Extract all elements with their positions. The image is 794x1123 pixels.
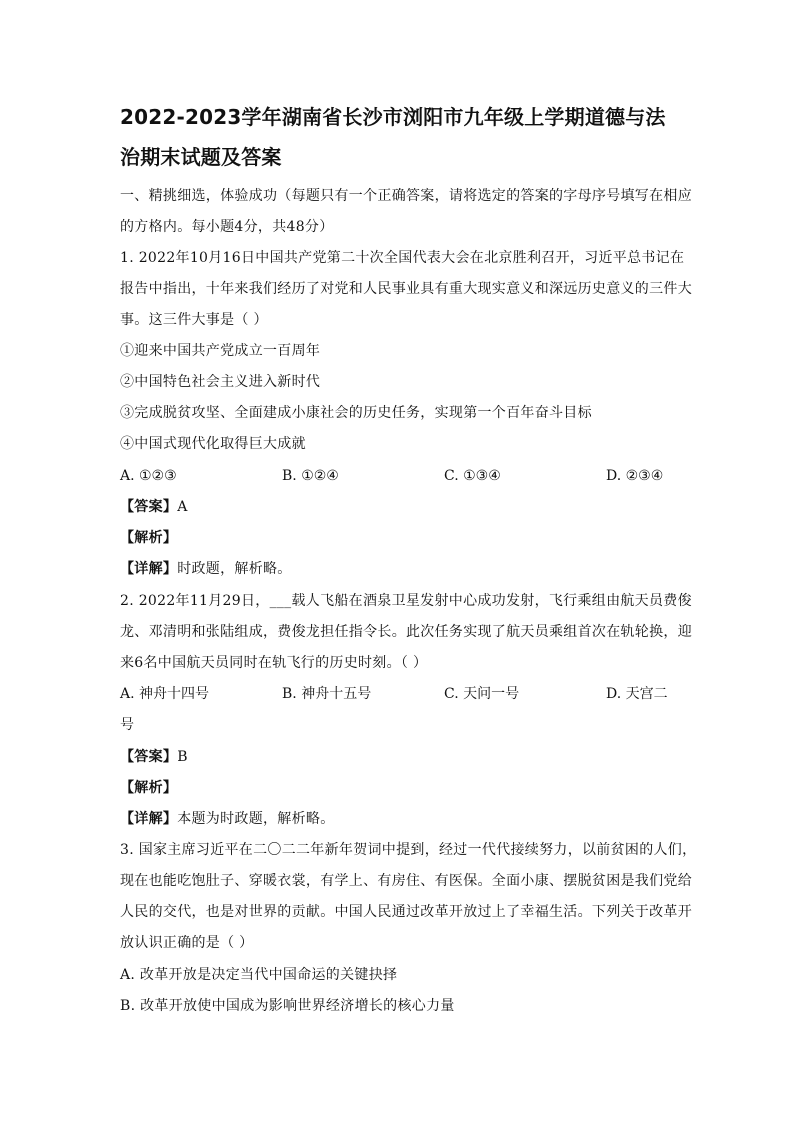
q3-option-b: B. 改革开放使中国成为影响世界经济增长的核心力量 (120, 998, 455, 1014)
section-heading-line-1: 一、精挑细选，体验成功（每题只有一个正确答案，请将选定的答案的字母序号填写在相应 (120, 188, 692, 204)
q3-stem-line-2: 现在也能吃饱肚子、穿暖衣裳，有学上、有房住、有医保。全面小康、摆脱贫困是我们党给 (120, 873, 692, 889)
q1-stem-line-3: 事。这三件大事是（ ） (120, 312, 268, 328)
q2-option-a: A. 神舟十四号 (120, 686, 210, 702)
q1-answer-label: 【答案】 (120, 499, 178, 515)
q1-option-a: A. ①②③ (120, 468, 177, 484)
q1-option-c: C. ①③④ (444, 468, 501, 484)
q1-item-2: ②中国特色社会主义进入新时代 (120, 374, 321, 390)
q3-stem-line-1: 3. 国家主席习近平在二〇二二年新年贺词中提到，经过一代代接续努力，以前贫困的人们， (120, 842, 697, 858)
q1-item-3: ③完成脱贫攻坚、全面建成小康社会的历史任务，实现第一个百年奋斗目标 (120, 405, 592, 421)
q1-answer-value: A (177, 499, 188, 515)
document-title-line-2: 治期末试题及答案 (120, 145, 282, 169)
document-title-line-1: 2022-2023学年湖南省长沙市浏阳市九年级上学期道德与法 (120, 105, 666, 129)
q2-option-b: B. 神舟十五号 (282, 686, 372, 702)
q1-answer (120, 497, 188, 517)
q2-answer-label: 【答案】 (120, 749, 178, 765)
q1-item-4: ④中国式现代化取得巨大成就 (120, 436, 306, 452)
q1-detail-label: 【详解】 (120, 561, 178, 577)
q1-item-1: ①迎来中国共产党成立一百周年 (120, 343, 321, 359)
q2-stem-line-2: 龙、邓清明和张陆组成，费俊龙担任指令长。此次任务实现了航天员乘组首次在轨轮换，迎 (120, 624, 692, 640)
q1-option-b: B. ①②④ (282, 468, 339, 484)
q3-stem-line-3: 人民的交代，也是对世界的贡献。中国人民通过改革开放过上了幸福生活。下列关于改革开 (120, 904, 692, 920)
q1-stem-line-1: 1. 2022年10月16日中国共产党第二十次全国代表大会在北京胜利召开，习近平总书记在 (120, 250, 685, 266)
q2-detail-text: 本题为时政题，解析略。 (177, 811, 335, 827)
q2-stem-line-3: 来6名中国航天员同时在轨飞行的历史时刻。（ ） (120, 655, 428, 671)
q1-stem-line-2: 报告中指出，十年来我们经历了对党和人民事业具有重大现实意义和深远历史意义的三件大 (120, 281, 692, 297)
q3-option-a: A. 改革开放是决定当代中国命运的关键抉择 (120, 967, 398, 983)
q1-analysis-label: 【解析】 (120, 530, 178, 546)
section-heading-line-2: 的方格内。每小题4分，共48分） (120, 219, 334, 235)
q2-detail-label: 【详解】 (120, 811, 178, 827)
q2-option-c: C. 天问一号 (444, 686, 520, 702)
q2-option-d-wrap: 号 (120, 717, 135, 733)
q3-stem-line-4: 放认识正确的是（ ） (120, 935, 254, 951)
q1-option-d: D. ②③④ (606, 468, 664, 484)
q2-stem-line-1: 2. 2022年11月29日，___载人飞船在酒泉卫星发射中心成功发射，飞行乘组由航天员费俊 (120, 593, 692, 609)
q2-option-d: D. 天宫二 (606, 686, 668, 702)
q2-answer (120, 747, 188, 767)
q2-analysis-label: 【解析】 (120, 780, 178, 796)
q1-detail (120, 559, 292, 579)
q2-answer-value: B (177, 749, 188, 765)
q2-detail (120, 809, 335, 829)
q1-detail-text: 时政题，解析略。 (177, 561, 292, 577)
